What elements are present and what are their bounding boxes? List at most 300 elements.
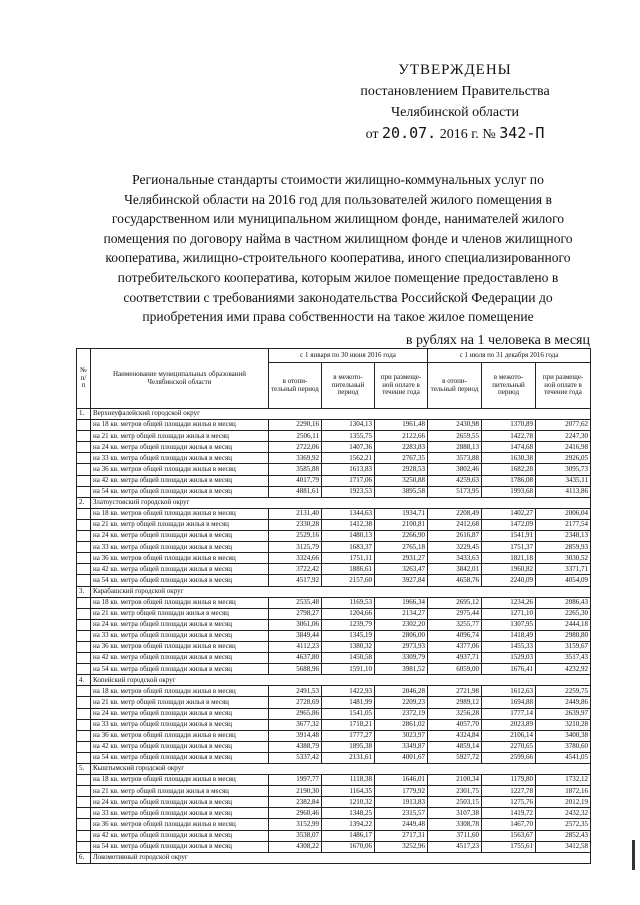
period1-header: с 1 января по 30 июня 2016 года	[269, 349, 428, 363]
row-label: на 54 кв. метра общей площади жилья в месяц	[91, 575, 269, 586]
table-row	[77, 653, 591, 664]
value-cell: 4859,14	[428, 741, 482, 752]
table-row	[77, 752, 591, 763]
value-cell: 2122,66	[375, 431, 428, 442]
value-cell: 1541,05	[322, 708, 375, 719]
row-label: на 21 кв. метр общей площади жилья в месяц	[91, 608, 269, 619]
value-cell: 3369,92	[269, 453, 322, 464]
value-cell: 1455,33	[482, 641, 536, 652]
value-cell: 5688,96	[269, 664, 322, 675]
value-cell: 3849,44	[269, 630, 322, 641]
row-index-cell	[77, 641, 91, 652]
row-index-cell	[77, 697, 91, 708]
value-cell: 2283,83	[375, 442, 428, 453]
row-label: на 36 кв. метров общей площади жилья в месяц	[91, 819, 269, 830]
value-cell: 3722,42	[269, 564, 322, 575]
value-cell: 1886,61	[322, 564, 375, 575]
group-index: 5.	[77, 764, 91, 775]
value-cell: 2247,30	[536, 431, 591, 442]
value-cell: 1422,93	[322, 686, 375, 697]
value-cell: 3585,88	[269, 464, 322, 475]
value-cell: 1307,95	[482, 619, 536, 630]
sub-header: при размеще-ной оплате в течение года	[536, 363, 591, 409]
value-cell: 3324,66	[269, 553, 322, 564]
value-cell: 2348,13	[536, 531, 591, 542]
value-cell: 1204,66	[322, 608, 375, 619]
row-index-cell	[77, 553, 91, 564]
row-index-cell	[77, 519, 91, 530]
approval-heading: УТВЕРЖДЕНЫ	[398, 62, 512, 78]
value-cell: 4937,71	[428, 653, 482, 664]
value-cell: 3780,60	[536, 741, 591, 752]
value-cell: 2989,12	[428, 697, 482, 708]
group-name: Кыштымский городской округ	[91, 764, 591, 775]
table-row	[77, 664, 591, 675]
value-cell: 1169,53	[322, 597, 375, 608]
value-cell: 2491,53	[269, 686, 322, 697]
value-cell: 2722,06	[269, 442, 322, 453]
table-row	[77, 508, 591, 519]
standards-table	[76, 348, 591, 864]
group-index: 2.	[77, 497, 91, 508]
sub-header: в межото-пительный период	[322, 363, 375, 409]
value-cell: 1407,36	[322, 442, 375, 453]
row-label: на 36 кв. метров общей площади жилья в месяц	[91, 730, 269, 741]
group-name: Копейский городской округ	[91, 675, 591, 686]
value-cell: 1751,37	[482, 542, 536, 553]
value-cell: 2046,28	[375, 686, 428, 697]
value-cell: 1613,83	[322, 464, 375, 475]
value-cell: 2382,84	[269, 797, 322, 808]
row-label: на 18 кв. метров общей площади жилья в месяц	[91, 775, 269, 786]
value-cell: 3802,46	[428, 464, 482, 475]
row-index-cell	[77, 708, 91, 719]
value-cell: 1934,71	[375, 508, 428, 519]
value-cell: 3433,63	[428, 553, 482, 564]
value-cell: 1717,06	[322, 475, 375, 486]
row-label: на 33 кв. метра общей площади жилья в месяц	[91, 453, 269, 464]
value-cell: 3573,88	[428, 453, 482, 464]
approval-date-line	[330, 123, 580, 145]
row-label: на 36 кв. метров общей площади жилья в месяц	[91, 464, 269, 475]
row-index-cell	[77, 531, 91, 542]
value-cell: 2259,75	[536, 686, 591, 697]
value-cell: 3107,38	[428, 808, 482, 819]
value-cell: 3229,45	[428, 542, 482, 553]
value-cell: 1344,63	[322, 508, 375, 519]
value-cell: 1913,83	[375, 797, 428, 808]
value-cell: 2432,32	[536, 808, 591, 819]
group-name: Верхнеуфалейский городской округ	[91, 409, 591, 420]
value-cell: 2270,65	[482, 741, 536, 752]
value-cell: 1210,32	[322, 797, 375, 808]
value-cell: 1234,26	[482, 597, 536, 608]
group-name: Златоустовский городской округ	[91, 497, 591, 508]
value-cell: 2616,87	[428, 531, 482, 542]
row-label: на 24 кв. метра общей площади жилья в месяц	[91, 797, 269, 808]
value-cell: 1481,99	[322, 697, 375, 708]
approval-block	[330, 60, 580, 145]
col-number-header: № п/п	[77, 349, 91, 409]
value-cell: 5337,42	[269, 752, 322, 763]
group-row	[77, 764, 591, 775]
value-cell: 5173,95	[428, 486, 482, 497]
value-cell: 1960,82	[482, 564, 536, 575]
value-cell: 4001,67	[375, 752, 428, 763]
value-cell: 2106,14	[482, 730, 536, 741]
value-cell: 1591,10	[322, 664, 375, 675]
value-cell: 1821,18	[482, 553, 536, 564]
value-cell: 2023,89	[482, 719, 536, 730]
group-index: 6.	[77, 852, 91, 863]
table-row	[77, 841, 591, 852]
value-cell: 3349,87	[375, 741, 428, 752]
value-cell: 3400,38	[536, 730, 591, 741]
value-cell: 2290,16	[269, 420, 322, 431]
table-row	[77, 608, 591, 619]
value-cell: 2975,44	[428, 608, 482, 619]
value-cell: 2209,23	[375, 697, 428, 708]
units-caption: в рублях на 1 человека в месяц	[405, 333, 590, 348]
value-cell: 3095,73	[536, 464, 591, 475]
value-cell: 3023,97	[375, 730, 428, 741]
value-cell: 2980,80	[536, 630, 591, 641]
value-cell: 2767,35	[375, 453, 428, 464]
value-cell: 3371,71	[536, 564, 591, 575]
row-label: на 36 кв. метров общей площади жилья в месяц	[91, 641, 269, 652]
value-cell: 2965,86	[269, 708, 322, 719]
value-cell: 4517,92	[269, 575, 322, 586]
row-index-cell	[77, 741, 91, 752]
value-cell: 1682,28	[482, 464, 536, 475]
value-cell: 2330,28	[269, 519, 322, 530]
row-label: на 33 кв. метра общей площади жилья в месяц	[91, 542, 269, 553]
row-label: на 54 кв. метра общей площади жилья в месяц	[91, 841, 269, 852]
value-cell: 2430,98	[428, 420, 482, 431]
table-row	[77, 686, 591, 697]
value-cell: 2973,93	[375, 641, 428, 652]
value-cell: 4259,63	[428, 475, 482, 486]
value-cell: 2372,19	[375, 708, 428, 719]
value-cell: 2190,30	[269, 786, 322, 797]
table-row	[77, 775, 591, 786]
value-cell: 1355,75	[322, 431, 375, 442]
value-cell: 1348,25	[322, 808, 375, 819]
value-cell: 1966,34	[375, 597, 428, 608]
group-row	[77, 852, 591, 863]
value-cell: 2806,00	[375, 630, 428, 641]
sub-header: в отопи-тельный период	[269, 363, 322, 409]
table-row	[77, 542, 591, 553]
value-cell: 2077,62	[536, 420, 591, 431]
value-cell: 6059,00	[428, 664, 482, 675]
value-cell: 2535,48	[269, 597, 322, 608]
group-row	[77, 586, 591, 597]
row-index-cell	[77, 575, 91, 586]
row-label: на 42 кв. метра общей площади жилья в месяц	[91, 830, 269, 841]
row-label: на 21 кв. метр общей площади жилья в месяц	[91, 431, 269, 442]
group-index: 1.	[77, 409, 91, 420]
value-cell: 2265,30	[536, 608, 591, 619]
row-label: на 33 кв. метра общей площади жилья в месяц	[91, 719, 269, 730]
row-label: на 54 кв. метра общей площади жилья в месяц	[91, 664, 269, 675]
table-row	[77, 708, 591, 719]
value-cell: 2449,48	[375, 819, 428, 830]
row-index-cell	[77, 730, 91, 741]
value-cell: 1164,35	[322, 786, 375, 797]
value-cell: 4096,74	[428, 630, 482, 641]
value-cell: 1419,72	[482, 808, 536, 819]
row-label: на 21 кв. метр общей площади жилья в месяц	[91, 786, 269, 797]
row-index-cell	[77, 486, 91, 497]
value-cell: 1961,48	[375, 420, 428, 431]
row-label: на 24 кв. метра общей площади жилья в месяц	[91, 619, 269, 630]
row-index-cell	[77, 686, 91, 697]
row-index-cell	[77, 420, 91, 431]
value-cell: 4637,80	[269, 653, 322, 664]
value-cell: 2208,49	[428, 508, 482, 519]
value-cell: 1612,63	[482, 686, 536, 697]
table-row	[77, 531, 591, 542]
value-cell: 2888,13	[428, 442, 482, 453]
row-label: на 42 кв. метра общей площади жилья в месяц	[91, 564, 269, 575]
group-index: 3.	[77, 586, 91, 597]
value-cell: 1541,91	[482, 531, 536, 542]
row-index-cell	[77, 797, 91, 808]
row-index-cell	[77, 819, 91, 830]
value-cell: 3252,96	[375, 841, 428, 852]
group-index: 4.	[77, 675, 91, 686]
value-cell: 3152,99	[269, 819, 322, 830]
value-cell: 2240,09	[482, 575, 536, 586]
value-cell: 3256,28	[428, 708, 482, 719]
row-label: на 42 кв. метра общей площади жилья в месяц	[91, 475, 269, 486]
document-title: Региональные стандарты стоимости жилищно-коммунальных услуг по Челябинской области на 2016 год для пользователей жилого помещения в государственном или муниципальном жилищном фонде, нанимателей жилого помещения по договору найма в частном жилищном фонде и членов жилищного кооператива, жилищно-строительного кооператива, иного специализированного потребительского кооператива, которым жилое помещение предоставлено в соответствии с требованиями законодательства Российской Федерации до приобретения ими права собственности на такое жилое помещение	[103, 172, 573, 325]
value-cell: 1380,32	[322, 641, 375, 652]
value-cell: 2012,19	[536, 797, 591, 808]
value-cell: 2572,35	[536, 819, 591, 830]
value-cell: 2928,53	[375, 464, 428, 475]
value-cell: 1676,41	[482, 664, 536, 675]
value-cell: 2131,61	[322, 752, 375, 763]
value-cell: 1179,80	[482, 775, 536, 786]
value-cell: 4054,09	[536, 575, 591, 586]
value-cell: 3309,79	[375, 653, 428, 664]
table-row	[77, 830, 591, 841]
value-cell: 1751,11	[322, 553, 375, 564]
value-cell: 3125,79	[269, 542, 322, 553]
table-row	[77, 553, 591, 564]
value-cell: 3250,88	[375, 475, 428, 486]
value-cell: 4308,22	[269, 841, 322, 852]
value-cell: 2315,57	[375, 808, 428, 819]
value-cell: 1486,17	[322, 830, 375, 841]
row-index-cell	[77, 775, 91, 786]
value-cell: 3210,28	[536, 719, 591, 730]
row-label: на 54 кв. метра общей площади жилья в месяц	[91, 486, 269, 497]
value-cell: 1777,14	[482, 708, 536, 719]
value-cell: 1304,13	[322, 420, 375, 431]
value-cell: 2926,05	[536, 453, 591, 464]
value-cell: 2100,81	[375, 519, 428, 530]
value-cell: 2931,27	[375, 553, 428, 564]
sub-header: при размеще-ной оплате в течение года	[375, 363, 428, 409]
value-cell: 1467,70	[482, 819, 536, 830]
row-index-cell	[77, 630, 91, 641]
value-cell: 1345,19	[322, 630, 375, 641]
sub-header: в межото-пительный период	[482, 363, 536, 409]
value-cell: 1450,58	[322, 653, 375, 664]
value-cell: 2131,40	[269, 508, 322, 519]
value-cell: 2416,98	[536, 442, 591, 453]
value-cell: 2599,66	[482, 752, 536, 763]
value-cell: 2266,90	[375, 531, 428, 542]
value-cell: 1872,16	[536, 786, 591, 797]
value-cell: 5927,72	[428, 752, 482, 763]
value-cell: 1394,22	[322, 819, 375, 830]
value-cell: 1683,37	[322, 542, 375, 553]
value-cell: 2302,20	[375, 619, 428, 630]
row-index-cell	[77, 542, 91, 553]
table-row	[77, 619, 591, 630]
row-index-cell	[77, 719, 91, 730]
value-cell: 2449,86	[536, 697, 591, 708]
value-cell: 1630,38	[482, 453, 536, 464]
approval-date-suffix: 2016 г. №	[439, 127, 496, 142]
value-cell: 1271,10	[482, 608, 536, 619]
value-cell: 3711,60	[428, 830, 482, 841]
value-cell: 1732,12	[536, 775, 591, 786]
value-cell: 1895,38	[322, 741, 375, 752]
value-cell: 1993,68	[482, 486, 536, 497]
row-index-cell	[77, 442, 91, 453]
value-cell: 1718,21	[322, 719, 375, 730]
value-cell: 2852,43	[536, 830, 591, 841]
value-cell: 3030,52	[536, 553, 591, 564]
row-label: на 54 кв. метра общей площади жилья в месяц	[91, 752, 269, 763]
value-cell: 2861,02	[375, 719, 428, 730]
value-cell: 2639,97	[536, 708, 591, 719]
value-cell: 4112,23	[269, 641, 322, 652]
row-index-cell	[77, 752, 91, 763]
table-row	[77, 519, 591, 530]
value-cell: 1275,76	[482, 797, 536, 808]
value-cell: 2177,54	[536, 519, 591, 530]
table-row	[77, 719, 591, 730]
row-label: на 33 кв. метра общей площади жилья в месяц	[91, 808, 269, 819]
value-cell: 2157,60	[322, 575, 375, 586]
value-cell: 4377,06	[428, 641, 482, 652]
approval-date-prefix: от	[365, 127, 379, 142]
value-cell: 1646,01	[375, 775, 428, 786]
table-row	[77, 641, 591, 652]
group-row	[77, 409, 591, 420]
value-cell: 2100,34	[428, 775, 482, 786]
value-cell: 1227,78	[482, 786, 536, 797]
row-index-cell	[77, 431, 91, 442]
value-cell: 2717,31	[375, 830, 428, 841]
value-cell: 3895,58	[375, 486, 428, 497]
value-cell: 2503,15	[428, 797, 482, 808]
value-cell: 3435,11	[536, 475, 591, 486]
row-label: на 24 кв. метра общей площади жилья в месяц	[91, 531, 269, 542]
value-cell: 2765,18	[375, 542, 428, 553]
row-label: на 24 кв. метра общей площади жилья в месяц	[91, 708, 269, 719]
value-cell: 1412,38	[322, 519, 375, 530]
value-cell: 3308,78	[428, 819, 482, 830]
value-cell: 3914,48	[269, 730, 322, 741]
value-cell: 1529,03	[482, 653, 536, 664]
value-cell: 2695,12	[428, 597, 482, 608]
row-index-cell	[77, 564, 91, 575]
value-cell: 4541,05	[536, 752, 591, 763]
row-index-cell	[77, 808, 91, 819]
value-cell: 3263,47	[375, 564, 428, 575]
value-cell: 4658,76	[428, 575, 482, 586]
value-cell: 4057,70	[428, 719, 482, 730]
row-index-cell	[77, 830, 91, 841]
row-index-cell	[77, 597, 91, 608]
approval-number: 342-П	[499, 124, 545, 142]
row-index-cell	[77, 608, 91, 619]
value-cell: 3061,06	[269, 619, 322, 630]
table-row	[77, 564, 591, 575]
row-label: на 21 кв. метр общей площади жилья в месяц	[91, 697, 269, 708]
value-cell: 1239,79	[322, 619, 375, 630]
row-label: на 18 кв. метров общей площади жилья в месяц	[91, 686, 269, 697]
value-cell: 1779,92	[375, 786, 428, 797]
value-cell: 1474,68	[482, 442, 536, 453]
row-index-cell	[77, 664, 91, 675]
table-row	[77, 575, 591, 586]
value-cell: 2412,68	[428, 519, 482, 530]
value-cell: 1786,08	[482, 475, 536, 486]
row-label: на 21 кв. метр общей площади жилья в месяц	[91, 519, 269, 530]
row-index-cell	[77, 653, 91, 664]
value-cell: 2506,11	[269, 431, 322, 442]
value-cell: 2721,98	[428, 686, 482, 697]
value-cell: 1472,09	[482, 519, 536, 530]
value-cell: 2086,43	[536, 597, 591, 608]
row-index-cell	[77, 508, 91, 519]
row-label: на 18 кв. метров общей площади жилья в месяц	[91, 508, 269, 519]
value-cell: 1370,89	[482, 420, 536, 431]
value-cell: 3842,01	[428, 564, 482, 575]
row-index-cell	[77, 619, 91, 630]
sub-header: в отопи-тельный период	[428, 363, 482, 409]
value-cell: 3981,52	[375, 664, 428, 675]
value-cell: 2798,27	[269, 608, 322, 619]
value-cell: 3255,77	[428, 619, 482, 630]
value-cell: 2444,18	[536, 619, 591, 630]
row-label: на 42 кв. метра общей площади жилья в месяц	[91, 741, 269, 752]
value-cell: 2960,46	[269, 808, 322, 819]
table-row	[77, 819, 591, 830]
value-cell: 2728,69	[269, 697, 322, 708]
table-row	[77, 597, 591, 608]
value-cell: 3159,67	[536, 641, 591, 652]
value-cell: 1755,61	[482, 841, 536, 852]
row-label: на 36 кв. метров общей площади жилья в месяц	[91, 553, 269, 564]
table-row	[77, 808, 591, 819]
row-label: на 18 кв. метров общей площади жилья в месяц	[91, 420, 269, 431]
table-row	[77, 486, 591, 497]
table-row	[77, 420, 591, 431]
row-index-cell	[77, 786, 91, 797]
group-name: Карабашский городской округ	[91, 586, 591, 597]
approval-issuer: постановлением Правительства	[360, 84, 550, 99]
table-body	[77, 409, 591, 864]
